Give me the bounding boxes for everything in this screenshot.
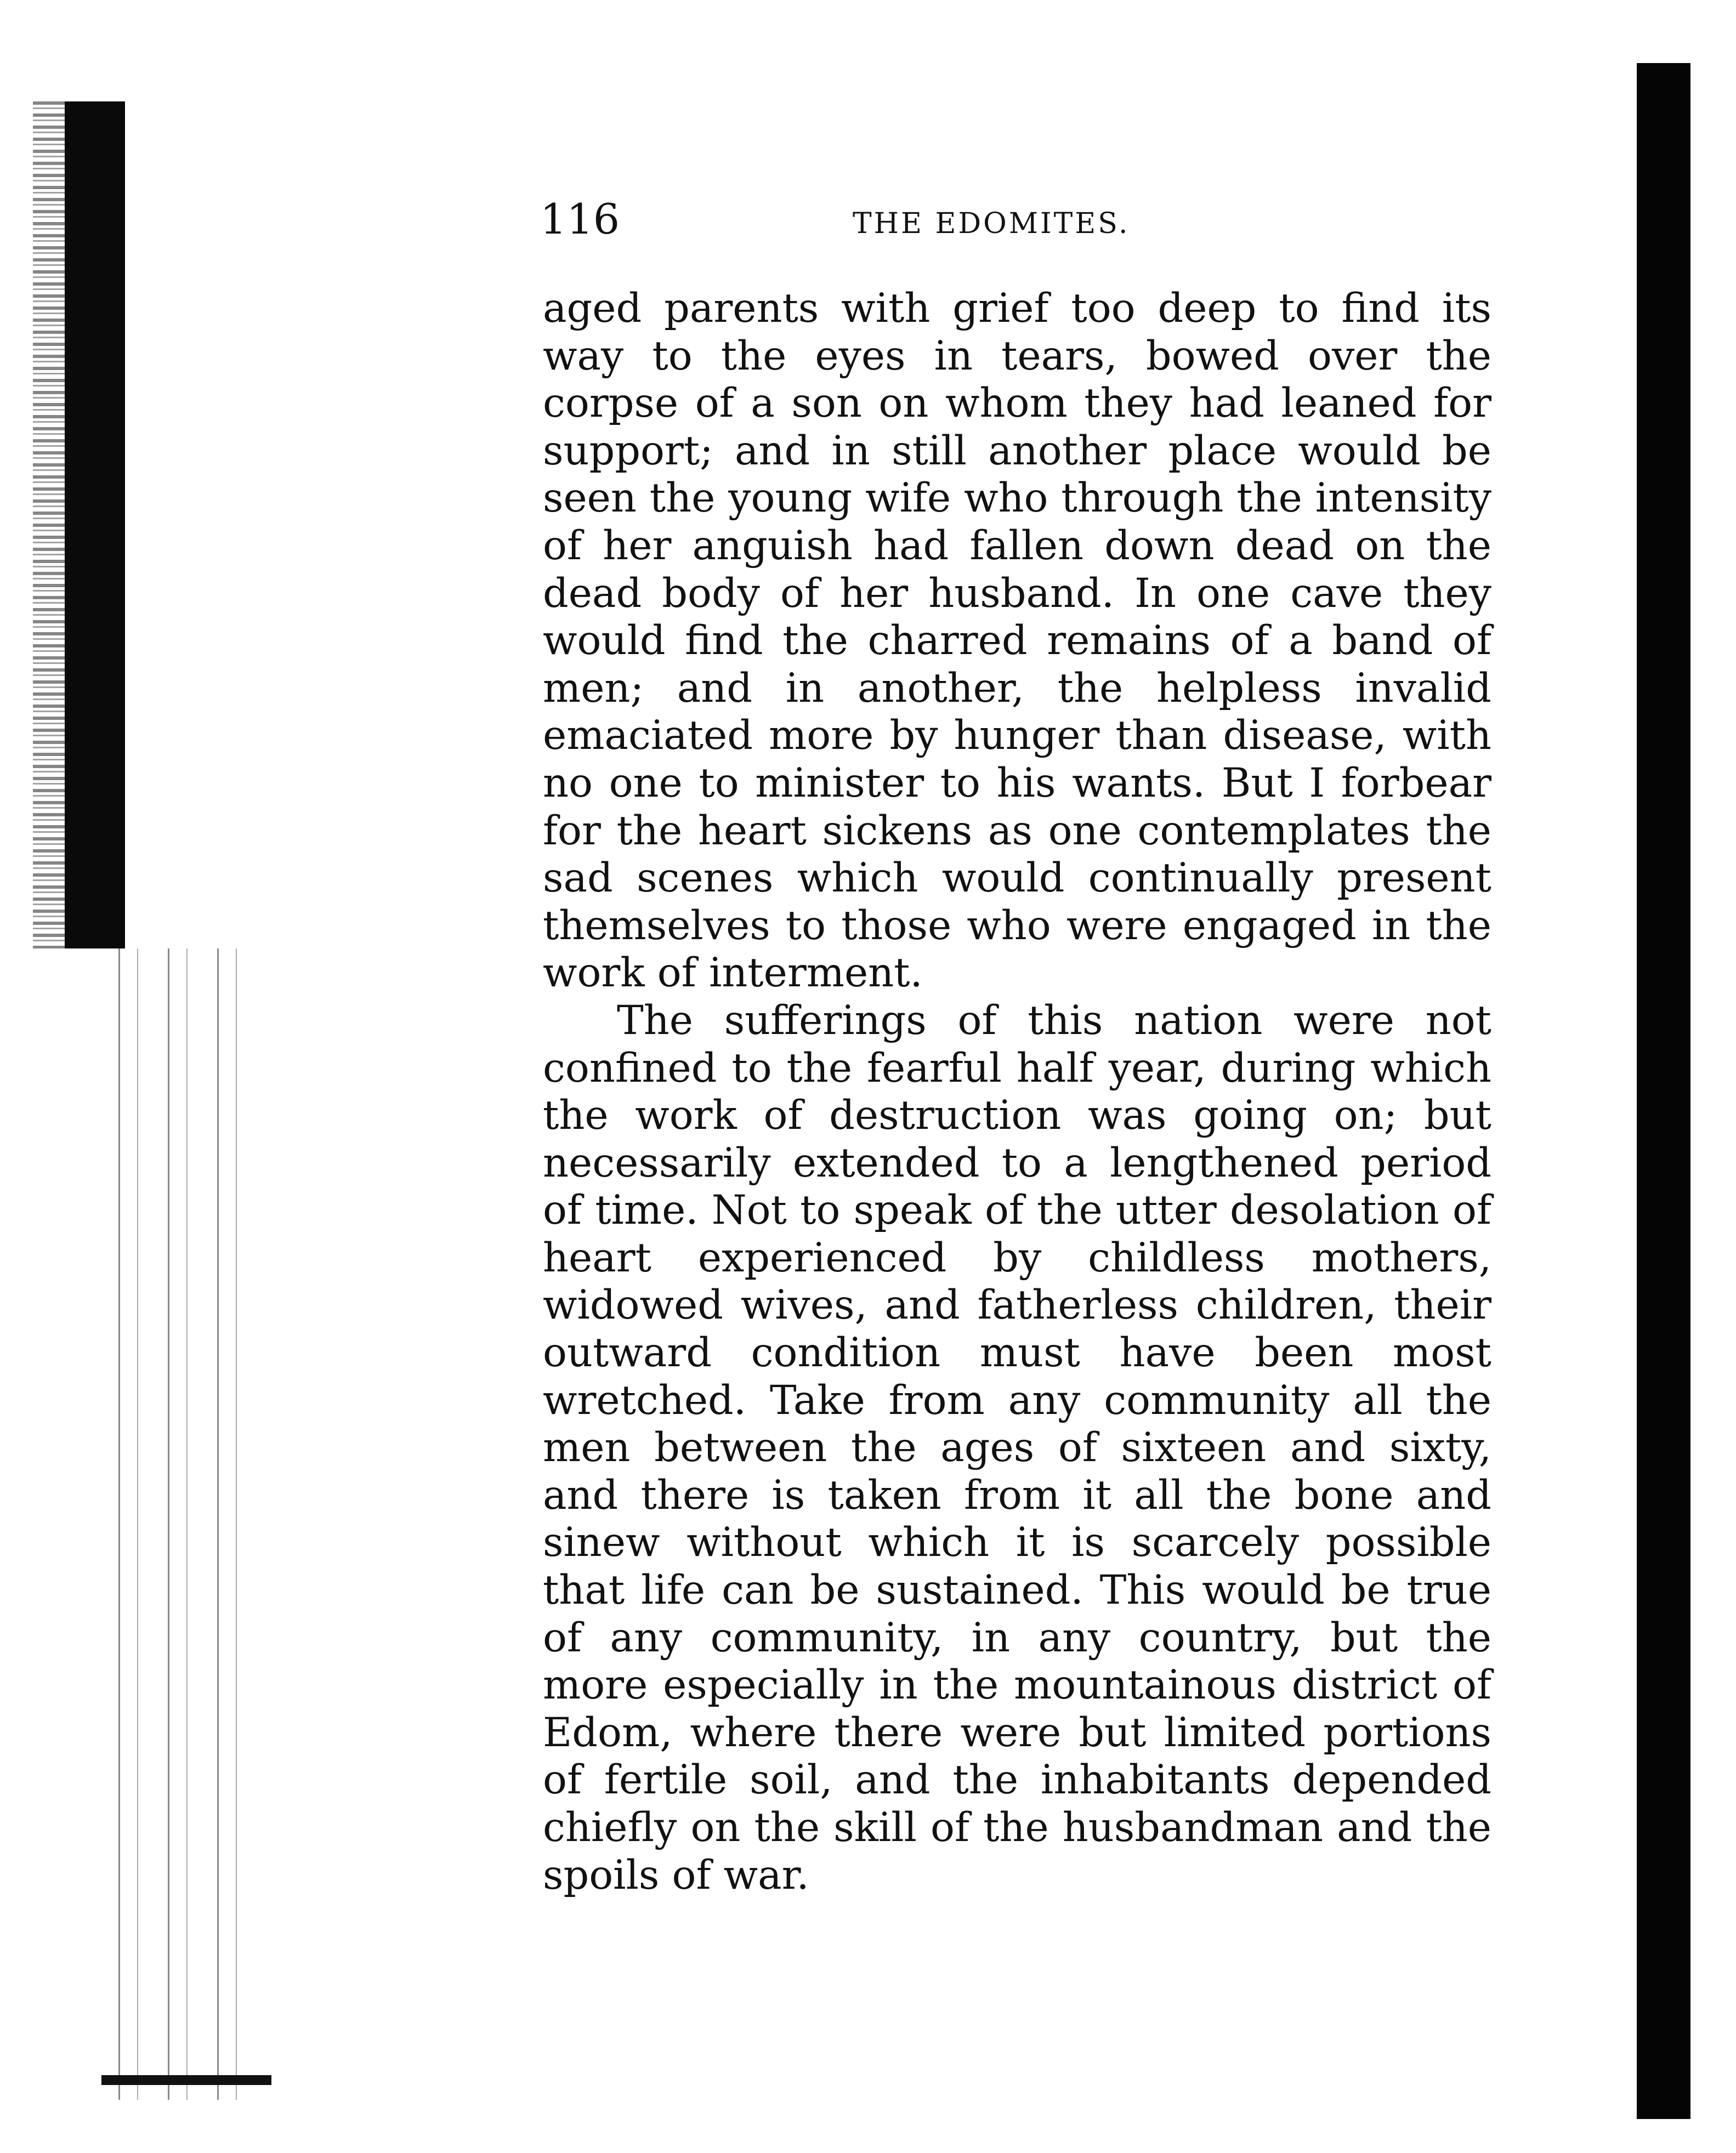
scan-gutter-bottom-bar bbox=[101, 2075, 271, 2085]
scan-gutter-lines bbox=[104, 948, 252, 2100]
paragraph: The sufferings of this nation were not confined to the fearful half year, during which the work of destruction was going on; but necessarily extended to a lengthened period of time. Not to speak of the utter desolation of heart experienced by childless mothers, widowed wives, and fatherless children, their outward condition must have been most wretched. Take from any community all the men between the ages of sixteen and sixty, and there is taken from it all the bone and sinew without which it is scarcely possible that life can be sustained. This would be true of any community, in any country, but the more especially in the mountainous district of Edom, where there were but limited portions of fertile soil, and the inhabitants depended chiefly on the skill of the husbandman and the spoils of war. bbox=[543, 997, 1491, 1899]
page-number: 116 bbox=[540, 195, 620, 243]
scan-gutter-speckle bbox=[33, 101, 66, 948]
paragraph-continued: aged parents with grief too deep to find its way to the eyes in tears, bowed over the corpse of a son on whom they had leaned for support; and in still another place would be seen the young wife who through the intensity of her anguish had fallen down dead on the dead body of her husband. In one cave they would find the charred remains of a band of men; and in another, the helpless invalid emaciated more by hunger than disease, with no one to minister to his wants. But I forbear for the heart sickens as one contemplates the sad scenes which would continually present themselves to those who were engaged in the work of interment. bbox=[543, 285, 1491, 997]
body-text bbox=[543, 285, 1491, 1899]
scan-right-edge bbox=[1637, 63, 1690, 2119]
page-header bbox=[540, 189, 1215, 249]
running-head: THE EDOMITES. bbox=[853, 207, 1130, 240]
scan-gutter-shadow bbox=[65, 101, 125, 948]
